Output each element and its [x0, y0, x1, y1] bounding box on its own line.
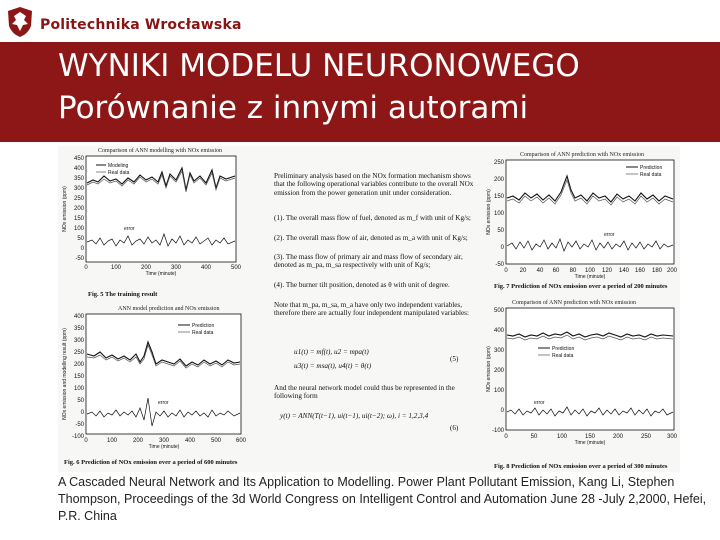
svg-text:400: 400: [493, 328, 504, 334]
svg-text:120: 120: [601, 268, 613, 274]
fig6-legend-real: Real data: [192, 330, 214, 336]
svg-text:400: 400: [200, 265, 212, 271]
fig7-title: Comparison of ANN prediction with NOx emission: [520, 152, 644, 158]
svg-text:450: 450: [73, 156, 84, 162]
paper-item-1: (1). The overall mass flow of fuel, denoted as m_f with unit of Kg/s;: [274, 214, 471, 222]
svg-text:250: 250: [493, 160, 504, 166]
svg-text:500: 500: [230, 265, 242, 271]
svg-text:160: 160: [634, 268, 646, 274]
svg-text:0: 0: [80, 246, 84, 252]
fig6-yticks: [72, 314, 85, 440]
svg-text:300: 300: [73, 338, 84, 344]
svg-text:150: 150: [493, 194, 504, 200]
svg-text:0: 0: [500, 408, 504, 414]
svg-text:200: 200: [666, 268, 678, 274]
fig6-xlabel: Time (minute): [148, 444, 180, 450]
university-name: Politechnika Wrocławska: [40, 17, 242, 33]
paper-equation-number-6: (6): [450, 424, 459, 432]
fig7-legend-prediction: Prediction: [640, 165, 663, 171]
svg-text:50: 50: [530, 434, 538, 440]
svg-text:80: 80: [569, 268, 577, 274]
fig7-legend-real: Real data: [640, 172, 662, 178]
svg-text:0: 0: [504, 434, 508, 440]
paper-item-4: (4). The burner tilt position, denoted as θ with unit of degree.: [274, 281, 450, 289]
slide-subtitle: Porównanie z innymi autorami: [58, 90, 529, 126]
fig7-xlabel: Time (minute): [574, 274, 606, 280]
svg-text:100: 100: [493, 388, 504, 394]
fig8-legend-prediction: Prediction: [552, 346, 575, 352]
fig8-error-label: error: [534, 400, 545, 406]
svg-text:0: 0: [504, 268, 508, 274]
fig8-xlabel: Time (minute): [574, 440, 606, 446]
svg-text:100: 100: [106, 438, 118, 444]
paper-para-1: Preliminary analysis based on the NOx formation mechanism shows that the following operational variables contribute to the overall NOx emission from the power generation unit under consideration.: [274, 172, 474, 197]
fig8-ylabel: NOx emission (ppm): [486, 346, 492, 392]
paper-equation-2: y(t) = ANN(T(t−1), ui(t−1), ui(t−2); ω), i = 1,2,3,4: [280, 412, 429, 420]
svg-text:50: 50: [77, 236, 84, 242]
svg-text:200: 200: [493, 177, 504, 183]
svg-text:-100: -100: [71, 434, 84, 440]
fig7-error-label: error: [604, 232, 615, 238]
fig5-error-label: error: [124, 226, 135, 232]
paper-scan: [58, 146, 680, 472]
fig8-yticks: [492, 308, 505, 434]
svg-text:250: 250: [640, 434, 652, 440]
fig6-title: ANN model prediction and NOx emission: [118, 306, 220, 312]
svg-text:200: 200: [73, 362, 84, 368]
svg-text:60: 60: [552, 268, 560, 274]
svg-text:500: 500: [210, 438, 222, 444]
svg-text:100: 100: [73, 386, 84, 392]
svg-text:250: 250: [73, 196, 84, 202]
svg-text:200: 200: [73, 206, 84, 212]
svg-text:100: 100: [110, 265, 122, 271]
svg-text:-50: -50: [495, 262, 504, 268]
svg-text:0: 0: [500, 245, 504, 251]
fig6-legend-prediction: Prediction: [192, 323, 215, 329]
svg-text:150: 150: [73, 216, 84, 222]
fig5-legend-modeling: Modeling: [108, 163, 129, 169]
fig5-legend-real: Real data: [108, 170, 130, 176]
svg-text:0: 0: [80, 410, 84, 416]
svg-text:250: 250: [73, 350, 84, 356]
svg-text:500: 500: [493, 308, 504, 314]
fig8-title: Comparison of ANN prediction with NOx emission: [512, 300, 636, 306]
svg-text:400: 400: [73, 314, 84, 320]
paper-equation-1a: u1(t) = mf(t), u2 = mpa(t): [294, 348, 369, 356]
svg-text:-100: -100: [491, 428, 504, 434]
svg-text:100: 100: [73, 226, 84, 232]
paper-item-2: (2). The overall mass flow of air, denoted as m_a with unit of Kg/s;: [274, 234, 468, 242]
eagle-crest-icon: [6, 6, 34, 38]
svg-text:600: 600: [235, 438, 247, 444]
svg-text:0: 0: [84, 265, 88, 271]
svg-text:300: 300: [666, 434, 678, 440]
svg-text:0: 0: [84, 438, 88, 444]
paper-para-2: Note that m_pa, m_sa, m_a have only two independent variables, therefore there are actually four independent manipulated variables:: [274, 301, 469, 318]
svg-text:140: 140: [618, 268, 630, 274]
fig8-caption: Fig. 8 Prediction of NOx emission over a period of 300 minutes: [494, 463, 668, 470]
svg-text:300: 300: [158, 438, 170, 444]
paper-equation-1b: u3(t) = msa(t), u4(t) = θ(t): [294, 362, 372, 370]
svg-text:350: 350: [73, 326, 84, 332]
svg-text:50: 50: [497, 228, 504, 234]
svg-text:100: 100: [493, 211, 504, 217]
fig7-ylabel: NOx emission (ppm): [486, 189, 492, 235]
svg-text:-50: -50: [75, 256, 84, 262]
fig8-legend-real: Real data: [552, 353, 574, 359]
header-bar: [0, 0, 720, 42]
slide-title: WYNIKI MODELU NEURONOWEGO: [58, 48, 580, 84]
svg-text:200: 200: [132, 438, 144, 444]
fig6-ylabel: NOx emission and modelling result (ppm): [62, 328, 68, 420]
fig6-error-label: error: [158, 400, 169, 406]
svg-text:100: 100: [556, 434, 568, 440]
fig6-caption: Fig. 6 Prediction of NOx emission over a period of 600 minutes: [64, 459, 238, 466]
svg-text:200: 200: [140, 265, 152, 271]
svg-text:100: 100: [584, 268, 596, 274]
svg-text:20: 20: [519, 268, 527, 274]
svg-text:-50: -50: [75, 422, 84, 428]
paper-equation-number-5: (5): [450, 355, 459, 363]
svg-text:300: 300: [73, 186, 84, 192]
figure-5: [62, 147, 242, 298]
figure-8: [486, 299, 678, 470]
svg-text:200: 200: [612, 434, 624, 440]
svg-text:40: 40: [536, 268, 544, 274]
paper-item-3: (3). The mass flow of primary air and mass flow of secondary air, denoted as m_pa, m_sa respectively with unit of Kg/s;: [274, 253, 463, 270]
svg-text:50: 50: [77, 398, 84, 404]
svg-text:300: 300: [493, 348, 504, 354]
svg-text:400: 400: [184, 438, 196, 444]
svg-text:400: 400: [73, 166, 84, 172]
citation-text: A Cascaded Neural Network and Its Application to Modelling. Power Plant Pollutant Emission, Kang Li, Stephen Thompson, Proceedings of the 3d World Congress on Intelligent Control and Automation June 28 -July 2,2000, Hefei, P.R. China: [58, 475, 707, 523]
fig6-plot-frame: [86, 314, 241, 434]
fig7-yticks: [494, 160, 505, 268]
fig7-caption: Fig. 7 Prediction of NOx emission over a period of 200 minutes: [494, 283, 668, 290]
svg-text:200: 200: [493, 368, 504, 374]
fig5-ylabel: NOx emission (ppm): [62, 186, 68, 232]
svg-text:350: 350: [73, 176, 84, 182]
fig5-caption: Fig. 5 The training result: [88, 291, 158, 298]
svg-text:150: 150: [584, 434, 596, 440]
fig5-title: Comparison of ANN modelling with NOx emission: [98, 148, 222, 154]
fig5-xlabel: Time (minute): [145, 271, 177, 277]
figure-6: [62, 306, 247, 466]
fig5-yticks: [74, 156, 85, 262]
svg-text:300: 300: [170, 265, 182, 271]
svg-text:150: 150: [73, 374, 84, 380]
svg-text:180: 180: [651, 268, 663, 274]
paper-para-3: And the neural network model could thus be represented in the following form: [274, 384, 455, 401]
figure-7: [486, 151, 678, 290]
